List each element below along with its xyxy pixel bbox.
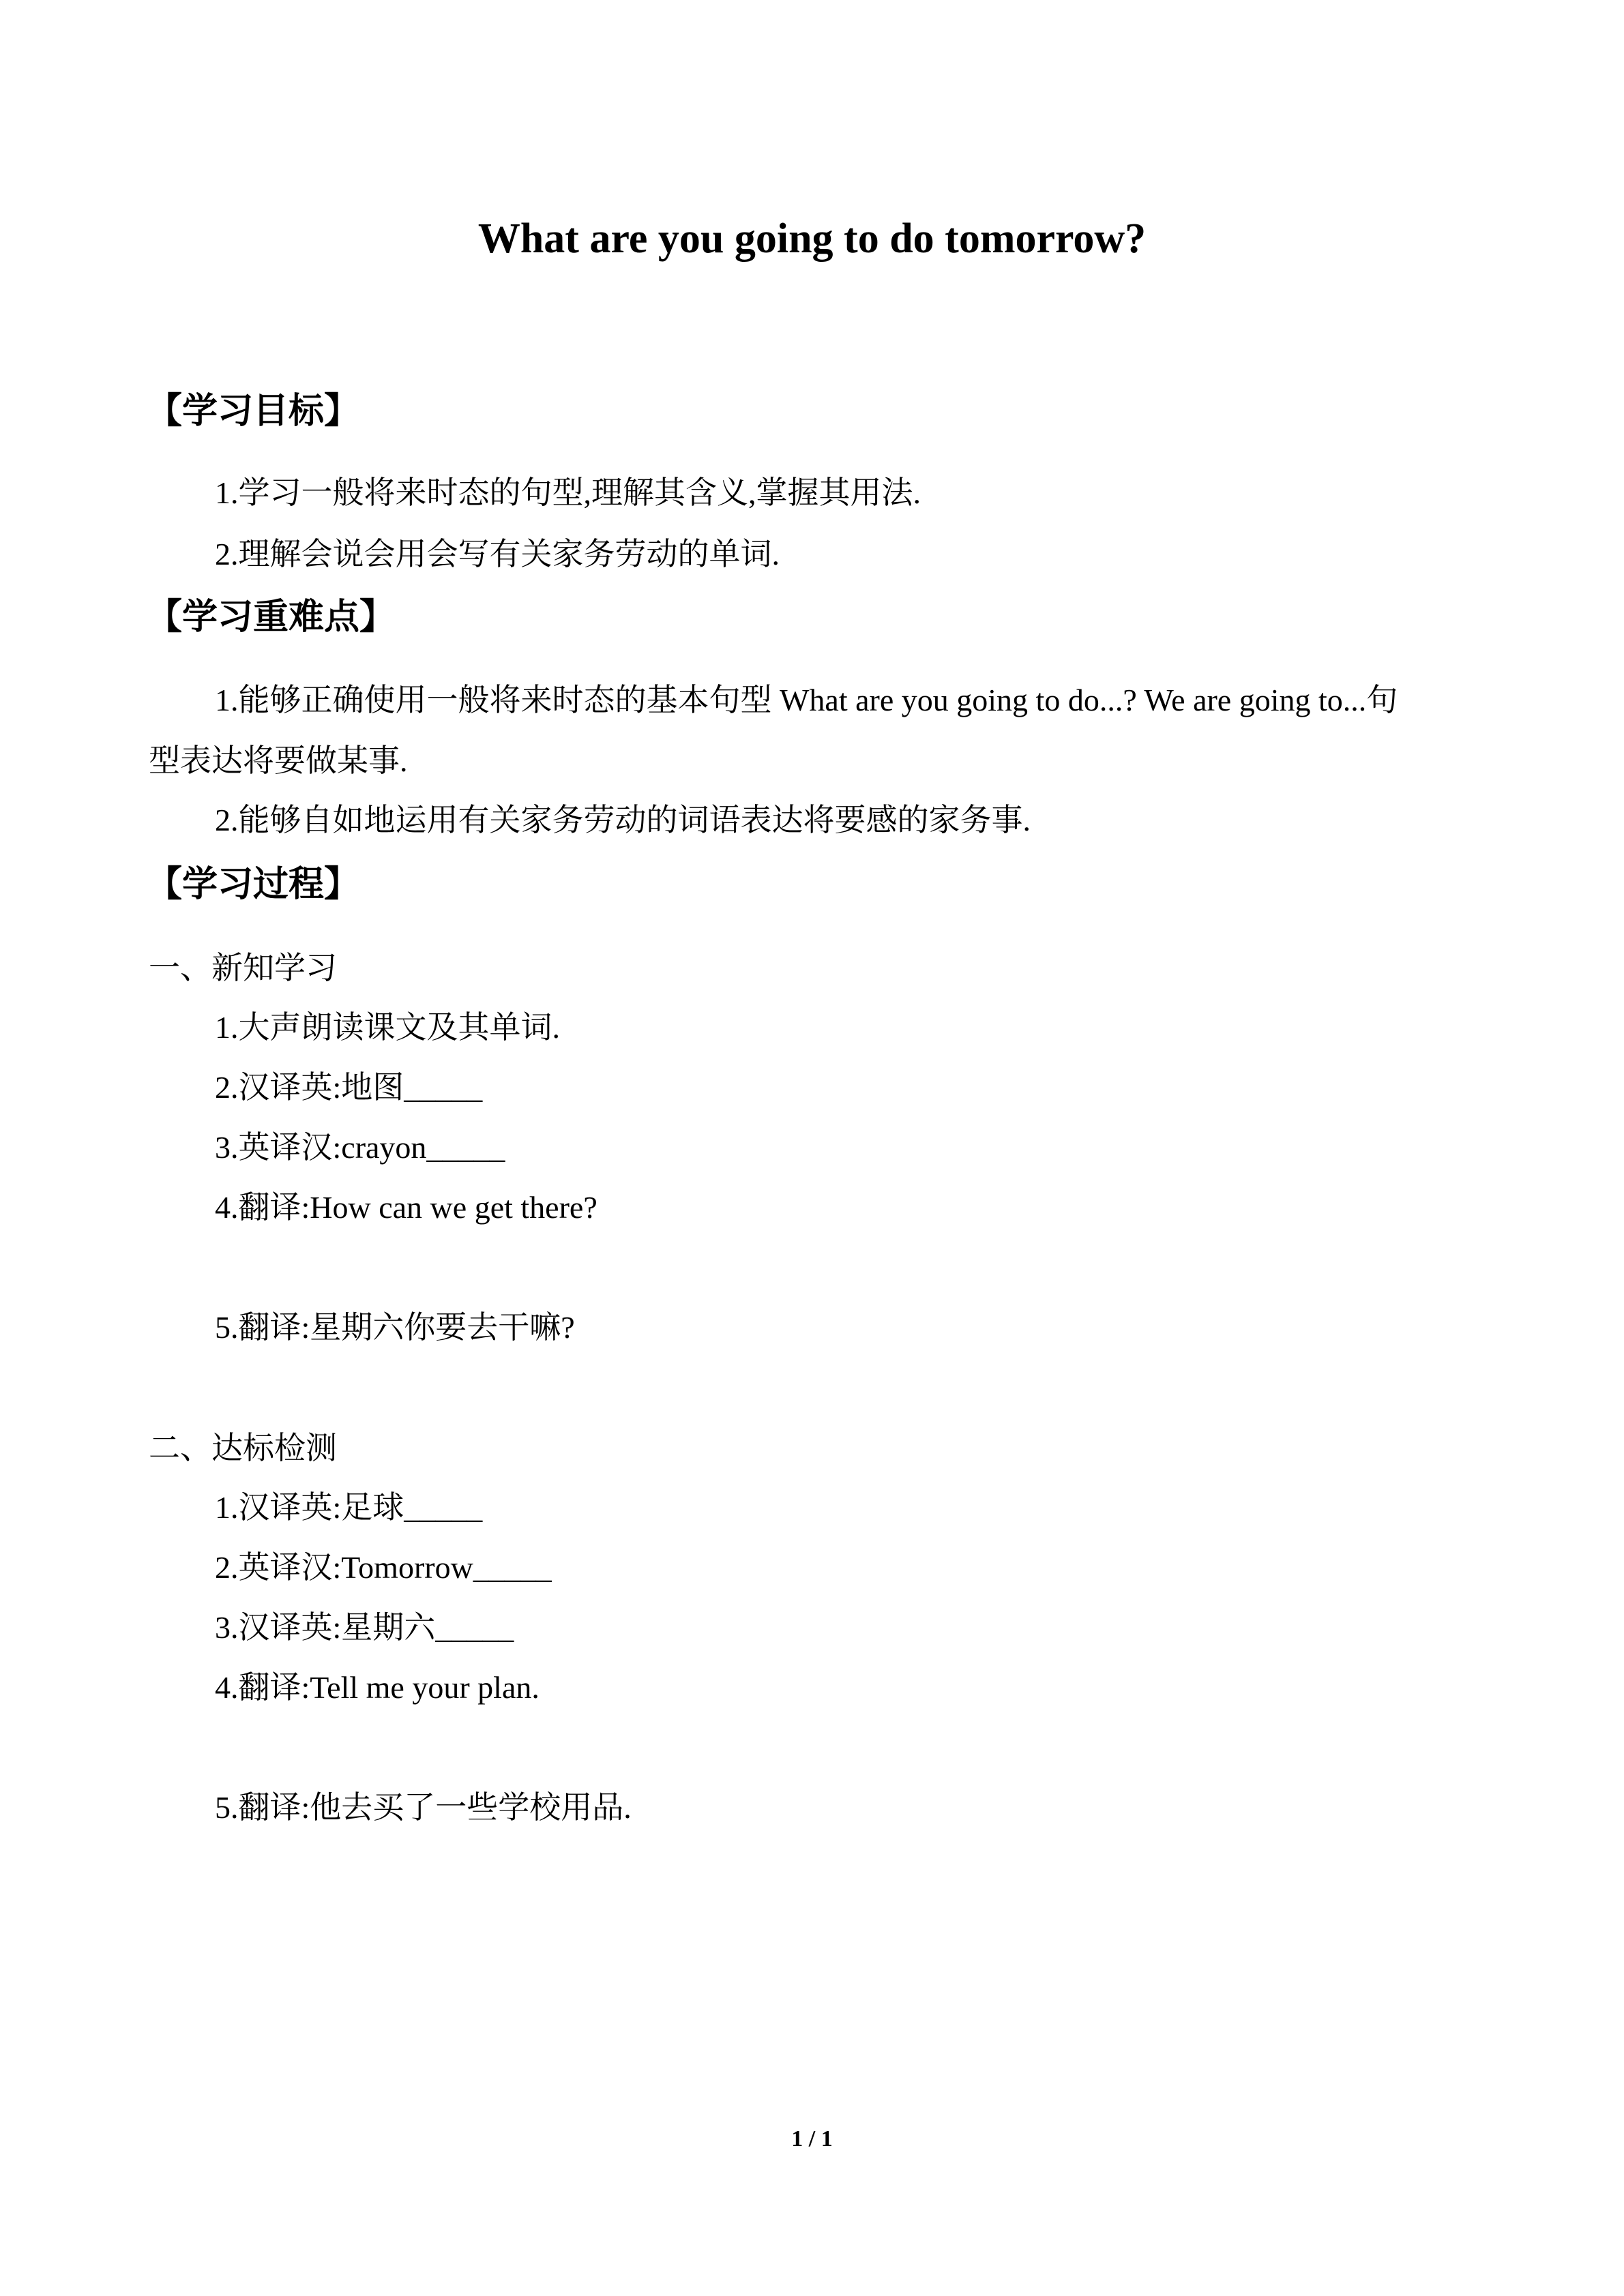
section-1-item-5: 5.翻译:星期六你要去干嘛?: [215, 1310, 575, 1345]
section-2-item-1: 1.汉译英:足球_____: [215, 1490, 483, 1525]
page-number: 1 / 1: [791, 2126, 833, 2151]
objective-item-1: 1.学习一般将来时态的句型,理解其含义,掌握其用法.: [215, 475, 921, 510]
key-points-heading: 【学习重难点】: [147, 597, 396, 638]
objectives-heading: 【学习目标】: [147, 391, 360, 432]
page-title: What are you going to do tomorrow?: [477, 215, 1147, 262]
section-1-item-3: 3.英译汉:crayon_____: [215, 1130, 505, 1165]
section-1-item-4: 4.翻译:How can we get there?: [215, 1190, 597, 1225]
section-2-item-2: 2.英译汉:Tomorrow_____: [215, 1550, 552, 1585]
section-2-item-3: 3.汉译英:星期六_____: [215, 1610, 514, 1645]
section-2-label: 二、达标检测: [149, 1429, 337, 1466]
section-1-item-1: 1.大声朗读课文及其单词.: [215, 1010, 560, 1045]
section-1-item-2: 2.汉译英:地图_____: [215, 1070, 483, 1105]
section-1-label: 一、新知学习: [149, 949, 337, 986]
section-2-item-5: 5.翻译:他去买了一些学校用品.: [215, 1790, 632, 1825]
section-2-item-4: 4.翻译:Tell me your plan.: [215, 1670, 540, 1705]
key-point-2: 2.能够自如地运用有关家务劳动的词语表达将要感的家务事.: [215, 803, 1031, 837]
process-heading: 【学习过程】: [147, 864, 360, 905]
key-point-1-line-2: 型表达将要做某事.: [149, 743, 408, 778]
objective-item-2: 2.理解会说会用会写有关家务劳动的单词.: [215, 537, 780, 571]
key-point-1-line-1: 1.能够正确使用一般将来时态的基本句型 What are you going to do...? We are going to...句: [215, 683, 1398, 717]
